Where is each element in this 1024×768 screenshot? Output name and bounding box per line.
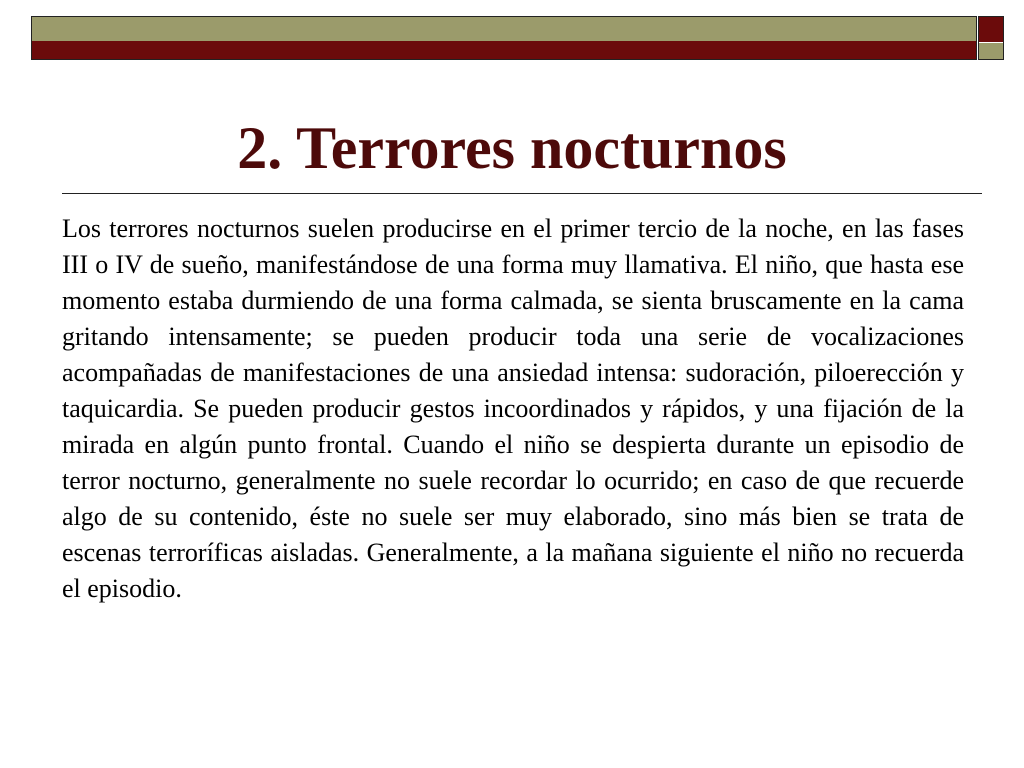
slide-body-text: Los terrores nocturnos suelen producirse en el primer tercio de la noche, en las fases III o IV de sueño, manifestándose de una forma muy llamativa. El niño, que hasta ese momento estaba durmiendo de una forma calmada, se sienta bruscamente en la cama gritando intensamente; se pueden producir toda una serie de vocalizaciones acompañadas de manifestaciones de una ansiedad intensa: sudoración, piloerección y taquicardia. Se pueden producir gestos incoordinados y rápidos, y una fijación de la mirada en algún punto frontal. Cuando el niño se despierta durante un episodio de terror nocturno, generalmente no suele recordar lo ocurrido; en caso de que recuerde algo de su contenido, éste no suele ser muy elaborado, sino más bien se trata de escenas terroríficas aisladas. Generalmente, a la mañana siguiente el niño no recuerda el episodio. (62, 214, 964, 603)
title-divider (62, 193, 982, 194)
corner-olive-square (979, 43, 1003, 59)
slide-title: 2. Terrores nocturnos (237, 115, 787, 181)
header-decorative-bar (31, 16, 977, 60)
corner-red-square (979, 17, 1003, 42)
header-olive-band (32, 17, 976, 41)
header-red-band (32, 41, 976, 59)
corner-decoration (978, 16, 1004, 60)
